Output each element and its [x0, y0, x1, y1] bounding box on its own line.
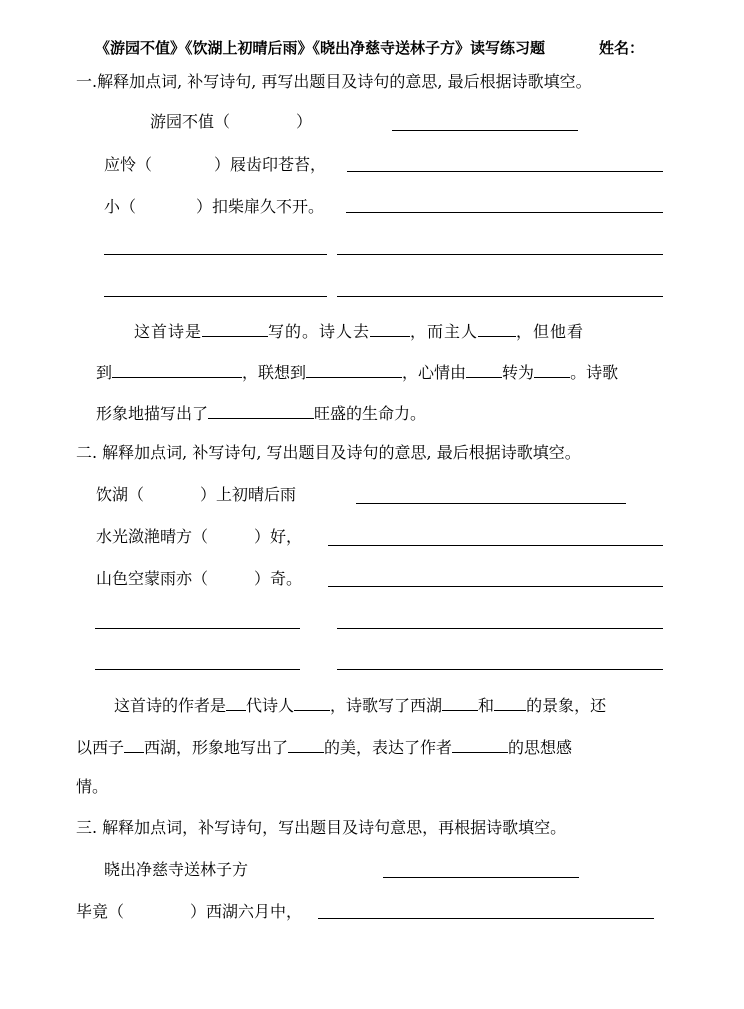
section3-line1-answer-line[interactable]	[318, 918, 654, 919]
fill-blank[interactable]	[534, 361, 570, 378]
section2-blank-line[interactable]	[337, 669, 663, 670]
para-text: 转为	[502, 363, 535, 382]
para-text: 西湖，形象地写出了	[144, 738, 289, 757]
name-label: 姓名：	[599, 39, 645, 57]
section2-line1-pre: 水光潋滟晴方（	[96, 527, 209, 546]
para-text: ，联想到	[242, 363, 307, 382]
section1-line2-answer-line[interactable]	[346, 212, 663, 213]
section2-instruction: 二. 解释加点词, 补写诗句, 写出题目及诗句的意思, 最后根据诗歌填空。	[76, 443, 581, 462]
section2-line2-answer-line[interactable]	[328, 586, 663, 587]
worksheet-title: 《游园不值》《饮湖上初晴后雨》《晓出净慈寺送林子方》读写练习题	[95, 39, 546, 57]
fill-blank[interactable]	[288, 736, 324, 753]
fill-blank[interactable]	[124, 736, 144, 753]
section2-title-answer-line[interactable]	[356, 503, 626, 504]
section3-line1-post: ）西湖六月中，	[190, 902, 303, 921]
section3-title-answer-line[interactable]	[383, 877, 579, 878]
section3-title: 晓出净慈寺送林子方	[104, 860, 249, 879]
section2-blank-line[interactable]	[95, 669, 300, 670]
para-text: 代诗人	[246, 696, 295, 715]
section1-line2-post: ）扣柴扉久不开。	[196, 197, 325, 216]
section1-blank-line[interactable]	[337, 254, 663, 255]
section1-blank-line[interactable]	[104, 296, 327, 297]
para-text: 写的。诗人去	[268, 322, 371, 341]
section3-line1-pre: 毕竟（	[76, 902, 125, 921]
section2-paragraph-line3: 情。	[76, 777, 109, 796]
para-text: 的景象，还	[526, 696, 607, 715]
section1-title-post: ）	[296, 112, 313, 131]
fill-blank[interactable]	[370, 320, 410, 337]
para-text: 旺盛的生命力。	[314, 404, 427, 423]
para-text: ，诗歌写了西湖	[330, 696, 443, 715]
section1-instruction: 一.解释加点词, 补写诗句, 再写出题目及诗句的意思, 最后根据诗歌填空。	[76, 72, 592, 91]
section1-line1-pre: 应怜（	[104, 155, 153, 174]
section2-line1-answer-line[interactable]	[328, 545, 663, 546]
para-text: 到	[96, 363, 113, 382]
section2-paragraph-line2	[76, 736, 572, 758]
section1-title-answer-line[interactable]	[392, 130, 578, 131]
section2-paragraph-line1	[114, 694, 606, 716]
section1-blank-line[interactable]	[337, 296, 663, 297]
fill-blank[interactable]	[226, 694, 246, 711]
section1-line1-answer-line[interactable]	[347, 171, 663, 172]
fill-blank[interactable]	[306, 361, 402, 378]
fill-blank[interactable]	[294, 694, 330, 711]
section1-paragraph-line1	[134, 320, 584, 342]
para-text: 以西子	[76, 738, 125, 757]
para-text: 的思想感	[508, 738, 573, 757]
para-text: 的美，表达了作者	[324, 738, 453, 757]
fill-blank[interactable]	[208, 402, 314, 419]
section2-title-pre: 饮湖（	[96, 485, 145, 504]
section1-line1-post: ）屐齿印苍苔，	[214, 155, 327, 174]
para-text: 和	[478, 696, 495, 715]
fill-blank[interactable]	[442, 694, 478, 711]
section1-paragraph-line3	[96, 402, 426, 424]
section2-line2-post: ）奇。	[254, 569, 303, 588]
para-text: 这首诗是	[134, 322, 203, 341]
section1-title-pre: 游园不值（	[150, 112, 231, 131]
section3-instruction: 三. 解释加点词，补写诗句，写出题目及诗句意思，再根据诗歌填空。	[76, 818, 567, 837]
fill-blank[interactable]	[202, 320, 268, 337]
para-text: ，心情由	[402, 363, 467, 382]
section1-blank-line[interactable]	[104, 254, 327, 255]
section2-title-post: ）上初晴后雨	[200, 485, 297, 504]
para-text: 。诗歌	[570, 363, 619, 382]
section1-line2-pre: 小（	[104, 197, 137, 216]
para-text: 形象地描写出了	[96, 404, 209, 423]
section1-paragraph-line2	[96, 361, 618, 383]
fill-blank[interactable]	[494, 694, 526, 711]
para-text: ，而主人	[410, 322, 479, 341]
fill-blank[interactable]	[466, 361, 502, 378]
section2-line2-pre: 山色空蒙雨亦（	[96, 569, 209, 588]
para-text: 这首诗的作者是	[114, 696, 227, 715]
section2-blank-line[interactable]	[95, 628, 300, 629]
fill-blank[interactable]	[452, 736, 508, 753]
section2-line1-post: ）好，	[254, 527, 303, 546]
section2-blank-line[interactable]	[337, 628, 663, 629]
fill-blank[interactable]	[478, 320, 516, 337]
para-text: ，但他看	[516, 322, 585, 341]
fill-blank[interactable]	[112, 361, 242, 378]
